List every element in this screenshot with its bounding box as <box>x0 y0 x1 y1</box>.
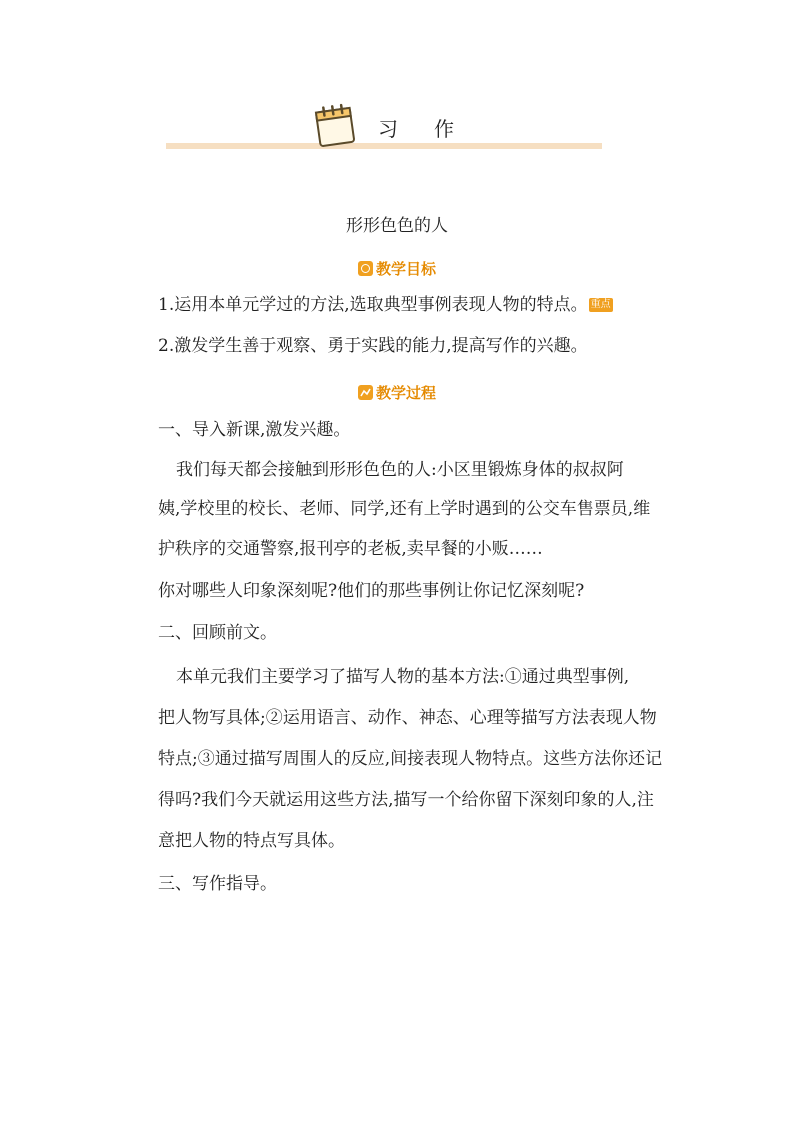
notebook-icon <box>312 102 360 150</box>
lesson-title: 形形色色的人 <box>346 216 448 236</box>
goal-item-1 <box>158 297 613 314</box>
header-divider-bar <box>166 143 602 149</box>
paragraph-3-line-2: 把人物写具体;②运用语言、动作、神态、心理等描写方法表现人物 <box>158 708 657 728</box>
goal-item-1-text: 1.运用本单元学过的方法,选取典型事例表现人物的特点。 <box>158 295 588 315</box>
process-heading-label: 教学过程 <box>375 384 436 402</box>
paragraph-3-line-5: 意把人物的特点写具体。 <box>158 831 345 851</box>
paragraph-1-line-3: 护秩序的交通警察,报刊亭的老板,卖早餐的小贩…… <box>158 539 543 559</box>
step-2-heading: 二、回顾前文。 <box>158 623 277 643</box>
process-heading <box>0 382 794 403</box>
target-icon <box>358 261 373 276</box>
goal-item-2: 2.激发学生善于观察、勇于实践的能力,提高写作的兴趣。 <box>158 336 588 356</box>
paragraph-1-line-1: 我们每天都会接触到形形色色的人:小区里锻炼身体的叔叔阿 <box>176 460 624 480</box>
goals-heading-label: 教学目标 <box>375 260 436 278</box>
step-3-heading: 三、写作指导。 <box>158 874 277 894</box>
step-1-heading: 一、导入新课,激发兴趣。 <box>158 420 351 440</box>
key-point-badge: 重点 <box>590 299 611 310</box>
paragraph-3-line-4: 得吗?我们今天就运用这些方法,描写一个给你留下深刻印象的人,注 <box>158 790 654 810</box>
paragraph-2: 你对哪些人印象深刻呢?他们的那些事例让你记忆深刻呢? <box>158 581 585 601</box>
page-title: 习作 <box>378 117 490 141</box>
process-icon <box>358 385 373 400</box>
paragraph-3-line-3: 特点;③通过描写周围人的反应,间接表现人物特点。这些方法你还记 <box>158 749 663 769</box>
goals-heading <box>0 258 794 279</box>
paragraph-3-line-1: 本单元我们主要学习了描写人物的基本方法:①通过典型事例, <box>176 667 630 687</box>
paragraph-1-line-2: 姨,学校里的校长、老师、同学,还有上学时遇到的公交车售票员,维 <box>158 499 651 519</box>
